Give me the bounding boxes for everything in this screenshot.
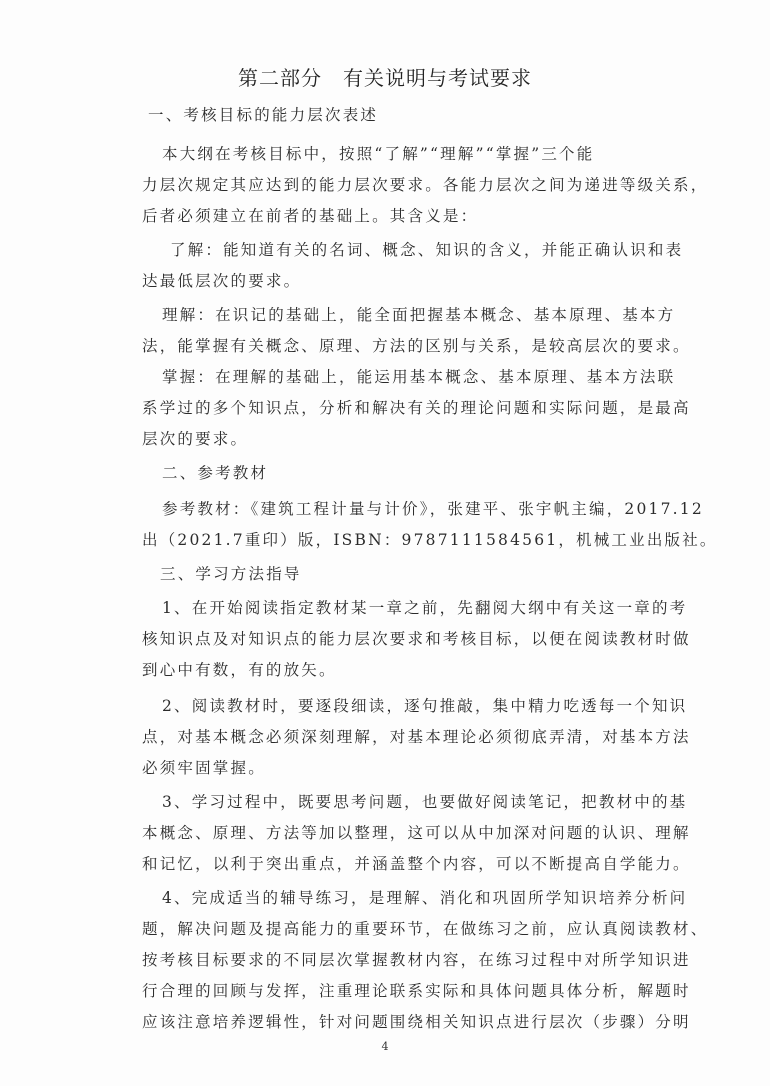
text-line: 出（2021.7重印）版，ISBN：9787111584561，机械工业出版社。	[142, 531, 718, 549]
text-line: 和记忆，以利于突出重点，并涵盖整个内容，可以不断提高自学能力。	[142, 855, 691, 873]
text-line: 层次的要求。	[142, 430, 249, 448]
text-line: 行合理的回顾与发挥，注重理论联系实际和具体问题具体分析，解题时	[142, 982, 691, 1000]
page-title: 第二部分 有关说明与考试要求	[238, 66, 532, 90]
text-line: 一、考核目标的能力层次表述	[148, 106, 379, 124]
text-line: 理解：在识记的基础上，能全面把握基本概念、基本原理、基本方	[162, 306, 676, 324]
text-line: 应该注意培养逻辑性，针对问题围绕相关知识点进行层次（步骤）分明	[142, 1013, 691, 1031]
text-line: 到心中有数，有的放矢。	[142, 661, 337, 679]
page-number: 4	[381, 1040, 389, 1053]
text-line: 点，对基本概念必须深刻理解，对基本理论必须彻底弄清，对基本方法	[142, 728, 691, 746]
text-line: 三、学习方法指导	[160, 565, 302, 583]
text-line: 达最低层次的要求。	[142, 272, 302, 290]
text-line: 了解：能知道有关的名词、概念、知识的含义，并能正确认识和表	[170, 241, 684, 259]
text-line: 必须牢固掌握。	[142, 759, 266, 777]
text-line: 3、学习过程中，既要思考问题，也要做好阅读笔记，把教材中的基	[162, 793, 688, 811]
text-line: 二、参考教材	[162, 464, 269, 482]
text-line: 掌握：在理解的基础上，能运用基本概念、基本原理、基本方法联	[162, 368, 676, 386]
text-line: 本概念、原理、方法等加以整理，这可以从中加深对问题的认识、理解	[142, 824, 691, 842]
text-line: 法，能掌握有关概念、原理、方法的区别与关系，是较高层次的要求。	[142, 337, 691, 355]
text-line: 2、阅读教材时，要逐段细读，逐句推敲，集中精力吃透每一个知识	[162, 697, 688, 715]
text-line: 1、在开始阅读指定教材某一章之前，先翻阅大纲中有关这一章的考	[162, 599, 688, 617]
text-line: 核知识点及对知识点的能力层次要求和考核目标，以便在阅读教材时做	[142, 630, 691, 648]
text-line: 题，解决问题及提高能力的重要环节，在做练习之前，应认真阅读教材、	[142, 920, 709, 938]
text-line: 按考核目标要求的不同层次掌握教材内容，在练习过程中对所学知识进	[142, 951, 691, 969]
text-line: 参考教材：《建筑工程计量与计价》，张建平、张宇帆主编，2017.12	[162, 500, 704, 518]
text-line: 本大纲在考核目标中，按照“了解”“理解”“掌握”三个能	[162, 145, 595, 163]
text-line: 系学过的多个知识点，分析和解决有关的理论问题和实际问题，是最高	[142, 399, 691, 417]
text-line: 力层次规定其应达到的能力层次要求。各能力层次之间为递进等级关系，	[142, 176, 709, 194]
text-line: 后者必须建立在前者的基础上。其含义是：	[142, 207, 479, 225]
text-line: 4、完成适当的辅导练习，是理解、消化和巩固所学知识培养分析问	[162, 889, 688, 907]
